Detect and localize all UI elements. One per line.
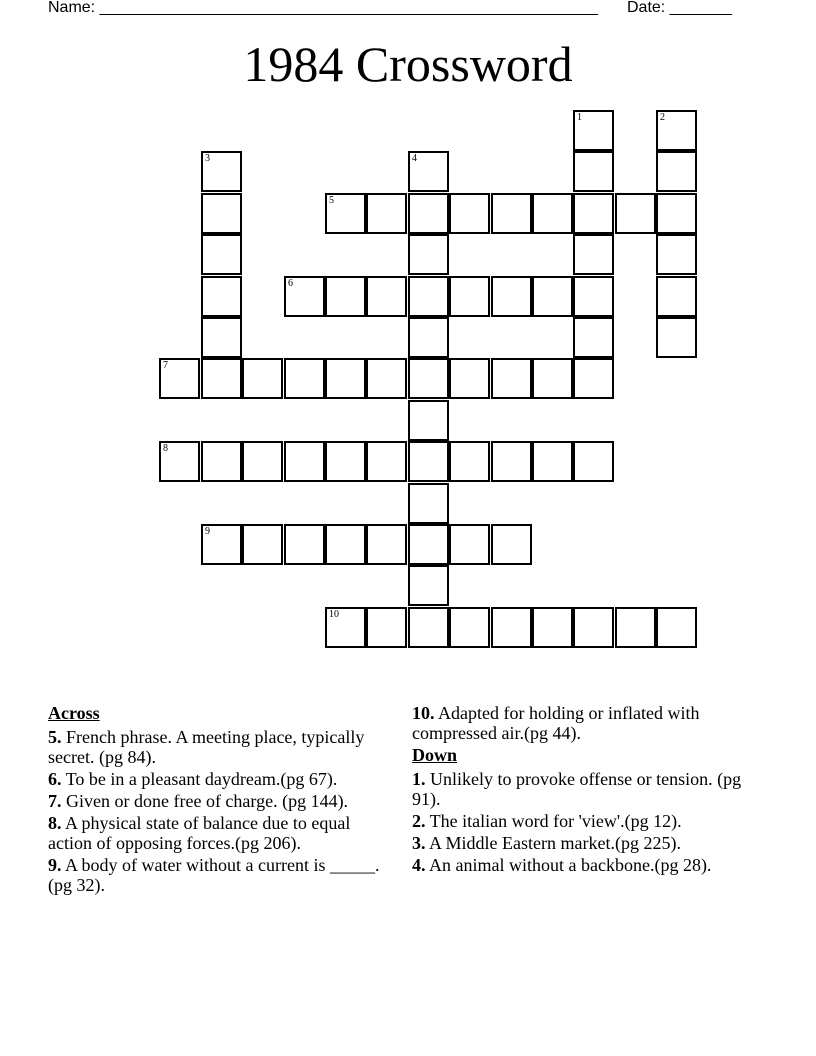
grid-cell[interactable] bbox=[408, 524, 449, 565]
grid-cell[interactable] bbox=[366, 193, 407, 234]
grid-cell[interactable] bbox=[573, 441, 614, 482]
grid-cell[interactable] bbox=[284, 276, 325, 317]
grid-cell[interactable] bbox=[532, 276, 573, 317]
clue-number: 2 bbox=[660, 112, 665, 123]
grid-cell[interactable] bbox=[366, 276, 407, 317]
grid-cell[interactable] bbox=[491, 441, 532, 482]
name-field-label: Name: ________________________________________________________ bbox=[48, 0, 598, 16]
grid-cell[interactable] bbox=[573, 276, 614, 317]
grid-cell[interactable] bbox=[325, 358, 366, 399]
down-heading: Down bbox=[412, 745, 458, 765]
grid-cell[interactable] bbox=[573, 234, 614, 275]
grid-cell[interactable] bbox=[408, 317, 449, 358]
grid-cell[interactable] bbox=[325, 441, 366, 482]
page-title: 1984 Crossword bbox=[243, 36, 573, 92]
grid-cell[interactable] bbox=[656, 234, 697, 275]
grid-cell[interactable] bbox=[284, 441, 325, 482]
clue-number: 4 bbox=[412, 153, 417, 164]
grid-cell[interactable] bbox=[408, 276, 449, 317]
grid-cell[interactable] bbox=[573, 151, 614, 192]
grid-cell[interactable] bbox=[573, 607, 614, 648]
grid-cell[interactable] bbox=[491, 193, 532, 234]
grid-cell[interactable] bbox=[366, 358, 407, 399]
clue-down-2: 2. The italian word for 'view'.(pg 12). bbox=[412, 811, 682, 831]
grid-cell[interactable] bbox=[573, 193, 614, 234]
date-field-label: Date: _______ bbox=[627, 0, 732, 16]
clue-number: 6 bbox=[288, 278, 293, 289]
grid-cell[interactable] bbox=[449, 276, 490, 317]
grid-cell[interactable] bbox=[325, 276, 366, 317]
grid-cell[interactable] bbox=[159, 441, 200, 482]
grid-cell[interactable] bbox=[366, 524, 407, 565]
grid-cell[interactable] bbox=[449, 358, 490, 399]
grid-cell[interactable] bbox=[366, 607, 407, 648]
grid-cell[interactable] bbox=[201, 317, 242, 358]
grid-cell[interactable] bbox=[449, 524, 490, 565]
clue-down-4: 4. An animal without a backbone.(pg 28). bbox=[412, 855, 712, 875]
grid-cell[interactable] bbox=[242, 441, 283, 482]
grid-cell[interactable] bbox=[573, 110, 614, 151]
grid-cell[interactable] bbox=[615, 193, 656, 234]
clue-across-9: 9. A body of water without a current is _____. (pg 32). bbox=[48, 855, 380, 895]
grid-cell[interactable] bbox=[532, 441, 573, 482]
grid-cell[interactable] bbox=[449, 193, 490, 234]
clue-across-5: 5. French phrase. A meeting place, typically secret. (pg 84). bbox=[48, 727, 365, 767]
grid-cell[interactable] bbox=[325, 607, 366, 648]
grid-cell[interactable] bbox=[242, 358, 283, 399]
grid-cell[interactable] bbox=[408, 358, 449, 399]
clue-across-7: 7. Given or done free of charge. (pg 144). bbox=[48, 791, 349, 811]
grid-cell[interactable] bbox=[449, 441, 490, 482]
clue-across-10: 10. Adapted for holding or inflated with compressed air.(pg 44). bbox=[412, 703, 700, 743]
grid-cell[interactable] bbox=[491, 524, 532, 565]
grid-cell[interactable] bbox=[325, 193, 366, 234]
across-heading: Across bbox=[48, 703, 100, 723]
grid-cell[interactable] bbox=[449, 607, 490, 648]
clue-across-6: 6. To be in a pleasant daydream.(pg 67). bbox=[48, 769, 338, 789]
grid-cell[interactable] bbox=[573, 358, 614, 399]
clue-number: 5 bbox=[329, 195, 334, 206]
grid-cell[interactable] bbox=[284, 524, 325, 565]
clue-number: 10 bbox=[329, 609, 339, 620]
grid-cell[interactable] bbox=[366, 441, 407, 482]
grid-cell[interactable] bbox=[201, 524, 242, 565]
grid-cell[interactable] bbox=[532, 193, 573, 234]
clues-right-column bbox=[412, 703, 762, 877]
grid-cell[interactable] bbox=[201, 441, 242, 482]
grid-cell[interactable] bbox=[408, 193, 449, 234]
grid-cell[interactable] bbox=[656, 110, 697, 151]
grid-cell[interactable] bbox=[408, 400, 449, 441]
grid-cell[interactable] bbox=[408, 441, 449, 482]
grid-cell[interactable] bbox=[491, 276, 532, 317]
grid-cell[interactable] bbox=[408, 151, 449, 192]
grid-cell[interactable] bbox=[284, 358, 325, 399]
grid-cell[interactable] bbox=[325, 524, 366, 565]
grid-cell[interactable] bbox=[532, 358, 573, 399]
grid-cell[interactable] bbox=[242, 524, 283, 565]
clues-left-column bbox=[48, 703, 398, 897]
grid-cell[interactable] bbox=[159, 358, 200, 399]
grid-cell[interactable] bbox=[532, 607, 573, 648]
grid-cell[interactable] bbox=[656, 607, 697, 648]
grid-cell[interactable] bbox=[201, 193, 242, 234]
grid-cell[interactable] bbox=[408, 565, 449, 606]
grid-cell[interactable] bbox=[491, 607, 532, 648]
clue-number: 3 bbox=[205, 153, 210, 164]
clue-down-1: 1. Unlikely to provoke offense or tension. (pg 91). bbox=[412, 769, 742, 809]
clue-down-3: 3. A Middle Eastern market.(pg 225). bbox=[412, 833, 681, 853]
grid-cell[interactable] bbox=[615, 607, 656, 648]
clue-number: 9 bbox=[205, 526, 210, 537]
grid-cell[interactable] bbox=[201, 234, 242, 275]
grid-cell[interactable] bbox=[408, 607, 449, 648]
grid-cell[interactable] bbox=[201, 276, 242, 317]
grid-cell[interactable] bbox=[201, 151, 242, 192]
clue-number: 7 bbox=[163, 360, 168, 371]
grid-cell[interactable] bbox=[656, 276, 697, 317]
grid-cell[interactable] bbox=[408, 234, 449, 275]
grid-cell[interactable] bbox=[656, 317, 697, 358]
grid-cell[interactable] bbox=[408, 483, 449, 524]
clue-number: 8 bbox=[163, 443, 168, 454]
grid-cell[interactable] bbox=[573, 317, 614, 358]
grid-cell[interactable] bbox=[201, 358, 242, 399]
clue-number: 1 bbox=[577, 112, 582, 123]
grid-cell[interactable] bbox=[491, 358, 532, 399]
grid-cell[interactable] bbox=[656, 193, 697, 234]
clue-across-8: 8. A physical state of balance due to equal action of opposing forces.(pg 206). bbox=[48, 813, 351, 853]
grid-cell[interactable] bbox=[656, 151, 697, 192]
